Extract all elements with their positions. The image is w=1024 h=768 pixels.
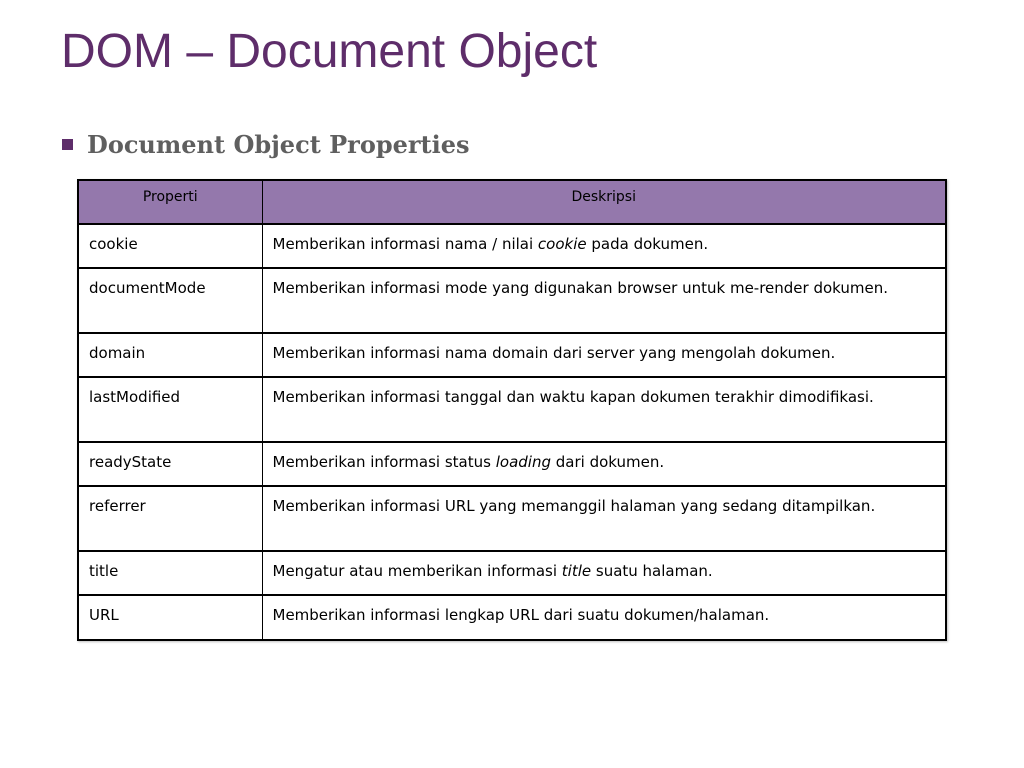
description-text: Memberikan informasi mode yang digunakan browser untuk me-render dokumen. [272, 279, 889, 297]
header-deskripsi: Deskripsi [262, 181, 945, 224]
description-text: Memberikan informasi tanggal dan waktu kapan dokumen terakhir dimodifikasi. [272, 388, 874, 406]
description-text: Memberikan informasi nama / nilai [272, 235, 538, 253]
description-text: Memberikan informasi URL yang memanggil halaman yang sedang ditampilkan. [272, 497, 876, 515]
property-cell: URL [79, 595, 262, 639]
property-cell: referrer [79, 486, 262, 551]
property-cell: readyState [79, 442, 262, 486]
table-header-row [79, 181, 945, 224]
description-emphasis: title [561, 562, 592, 580]
description-text: Memberikan informasi nama domain dari server yang mengolah dokumen. [272, 344, 836, 362]
square-bullet-icon [62, 139, 73, 150]
table-row [79, 333, 945, 377]
table-row [79, 486, 945, 551]
table-row [79, 595, 945, 639]
description-cell [262, 224, 945, 268]
description-text: Memberikan informasi lengkap URL dari suatu dokumen/halaman. [272, 606, 770, 624]
table-row [79, 224, 945, 268]
table-row [79, 268, 945, 333]
header-properti: Properti [79, 181, 262, 224]
description-cell [262, 486, 945, 551]
description-cell [262, 551, 945, 595]
property-cell: cookie [79, 224, 262, 268]
description-text: Mengatur atau memberikan informasi [272, 562, 562, 580]
property-cell: documentMode [79, 268, 262, 333]
bullet-text: Document Object Properties [87, 129, 470, 159]
property-cell: title [79, 551, 262, 595]
description-text: Memberikan informasi status [272, 453, 496, 471]
description-text: dari dokumen. [550, 453, 665, 471]
description-cell [262, 442, 945, 486]
properties-table [77, 179, 947, 641]
slide-title: DOM – Document Object [61, 25, 598, 78]
description-text: pada dokumen. [586, 235, 709, 253]
bullet-item [62, 127, 470, 161]
description-cell [262, 268, 945, 333]
property-cell: lastModified [79, 377, 262, 442]
property-cell: domain [79, 333, 262, 377]
description-emphasis: cookie [537, 235, 587, 253]
description-cell [262, 595, 945, 639]
table-row [79, 551, 945, 595]
description-emphasis: loading [495, 453, 551, 471]
table-row [79, 442, 945, 486]
table-row [79, 377, 945, 442]
description-cell [262, 333, 945, 377]
description-text: suatu halaman. [591, 562, 713, 580]
description-cell [262, 377, 945, 442]
